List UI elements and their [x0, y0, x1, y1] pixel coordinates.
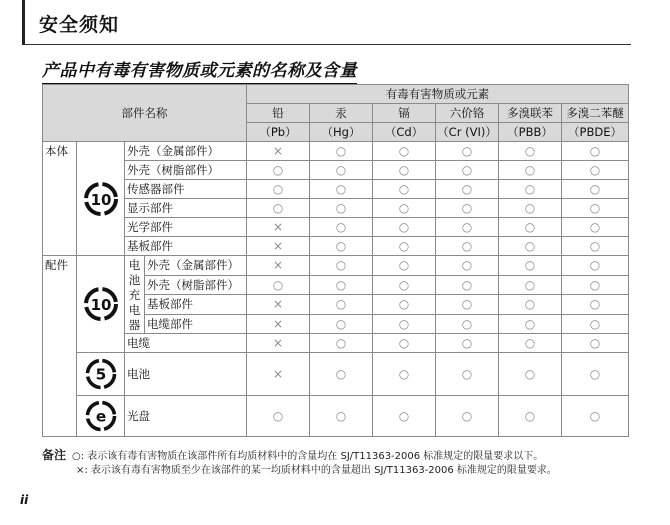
circle-mark: ○ — [373, 142, 436, 161]
circle-mark: ○ — [310, 256, 373, 276]
table-row — [43, 199, 629, 218]
part-name: 电缆 — [125, 334, 247, 353]
recycle-e-icon — [83, 398, 119, 434]
epup-10-icon — [81, 284, 121, 324]
circle-mark: ○ — [247, 180, 310, 199]
accessory-group — [43, 256, 629, 437]
circle-mark: ○ — [562, 199, 629, 218]
circle-mark: ○ — [310, 237, 373, 256]
substance-code-header: （Cd） — [373, 123, 436, 142]
circle-mark: ○ — [436, 180, 499, 199]
part-name: 外壳（金属部件） — [145, 256, 247, 276]
battery-charger-label: 电池充电器 — [125, 256, 145, 334]
circle-mark: ○ — [562, 334, 629, 353]
circle-mark: ○ — [310, 295, 373, 315]
substance-name-header: 六价铬 — [436, 104, 499, 123]
circle-mark: ○ — [373, 275, 436, 295]
epup-cell — [77, 256, 125, 353]
cross-mark: × — [247, 237, 310, 256]
group-label-accessory: 配件 — [43, 256, 77, 437]
substance-code-header: （PBB） — [499, 123, 562, 142]
table-row — [43, 256, 629, 276]
cross-mark: × — [247, 334, 310, 353]
table-row — [43, 396, 629, 437]
substances-header: 有毒有害物质或元素 — [247, 85, 629, 104]
group-label-body: 本体 — [43, 142, 77, 256]
hazardous-substances-table — [42, 84, 629, 437]
parts-header: 部件名称 — [43, 85, 247, 142]
epup-cell — [77, 353, 125, 396]
substance-code-header: （PBDE） — [562, 123, 629, 142]
cross-mark: × — [247, 142, 310, 161]
circle-mark: ○ — [562, 237, 629, 256]
circle-mark: ○ — [247, 199, 310, 218]
part-name: 光学部件 — [125, 218, 247, 237]
epup-cell — [77, 142, 125, 256]
epup-10-icon — [81, 179, 121, 219]
cross-mark: × — [247, 295, 310, 315]
circle-mark: ○ — [373, 334, 436, 353]
circle-mark: ○ — [562, 218, 629, 237]
circle-mark: ○ — [562, 161, 629, 180]
table-row — [43, 142, 629, 161]
substance-code-header: （Pb） — [247, 123, 310, 142]
svg-text:5: 5 — [95, 365, 106, 384]
part-name: 电池 — [125, 353, 247, 396]
section-subtitle: 产品中有毒有害物质或元素的名称及含量 — [42, 56, 357, 84]
substance-code-header: （Cr (VI)） — [436, 123, 499, 142]
circle-mark: ○ — [562, 275, 629, 295]
circle-mark: ○ — [373, 353, 436, 396]
epup-cell — [77, 396, 125, 437]
svg-text:10: 10 — [90, 190, 111, 209]
circle-mark: ○ — [373, 237, 436, 256]
part-name: 显示部件 — [125, 199, 247, 218]
epup-5-icon — [83, 356, 119, 392]
notes-label: 备注 — [42, 448, 67, 462]
substance-name-header: 铅 — [247, 104, 310, 123]
circle-mark: ○ — [436, 142, 499, 161]
circle-mark: ○ — [310, 142, 373, 161]
circle-mark: ○ — [499, 237, 562, 256]
part-name: 外壳（金属部件） — [125, 142, 247, 161]
part-name: 光盘 — [125, 396, 247, 437]
circle-mark: ○ — [499, 142, 562, 161]
substance-code-header: （Hg） — [310, 123, 373, 142]
circle-mark: ○ — [373, 218, 436, 237]
circle-mark: ○ — [562, 314, 629, 334]
circle-mark: ○ — [436, 334, 499, 353]
circle-mark: ○ — [562, 295, 629, 315]
circle-mark: ○ — [436, 295, 499, 315]
circle-mark: ○ — [436, 161, 499, 180]
circle-mark: ○ — [310, 161, 373, 180]
circle-mark: ○ — [310, 218, 373, 237]
circle-mark: ○ — [373, 396, 436, 437]
circle-mark: ○ — [436, 237, 499, 256]
circle-mark: ○ — [499, 314, 562, 334]
circle-mark: ○ — [499, 180, 562, 199]
circle-mark: ○ — [373, 256, 436, 276]
substance-name-header: 汞 — [310, 104, 373, 123]
cross-note-text: ×: 表示该有毒有害物质至少在该部件的某一均质材料中的含量超出 SJ/T11363-2006 标准规定的限量要求。 — [76, 465, 557, 476]
header-row-1 — [43, 85, 629, 104]
substance-name-header: 多溴二苯醚 — [562, 104, 629, 123]
circle-mark: ○ — [373, 161, 436, 180]
cross-mark: × — [247, 353, 310, 396]
table-row — [43, 353, 629, 396]
substance-name-header: 多溴联苯 — [499, 104, 562, 123]
cross-mark: × — [247, 256, 310, 276]
circle-mark: ○ — [436, 353, 499, 396]
circle-mark: ○ — [562, 353, 629, 396]
table-row — [43, 161, 629, 180]
cross-mark: × — [247, 314, 310, 334]
substance-name-header: 镉 — [373, 104, 436, 123]
circle-mark: ○ — [436, 275, 499, 295]
circle-mark: ○ — [499, 295, 562, 315]
cross-mark: × — [247, 218, 310, 237]
circle-mark: ○ — [373, 314, 436, 334]
circle-mark: ○ — [310, 275, 373, 295]
page-title: 安全须知 — [39, 14, 120, 36]
part-name: 基板部件 — [145, 295, 247, 315]
circle-mark: ○ — [373, 199, 436, 218]
circle-mark: ○ — [310, 353, 373, 396]
table-row — [43, 218, 629, 237]
svg-text:e: e — [95, 407, 106, 426]
circle-mark: ○ — [310, 314, 373, 334]
circle-mark: ○ — [562, 142, 629, 161]
part-name: 外壳（树脂部件） — [145, 275, 247, 295]
circle-mark: ○ — [310, 180, 373, 199]
note-cross — [76, 461, 557, 476]
circle-mark: ○ — [499, 161, 562, 180]
circle-mark: ○ — [373, 180, 436, 199]
table-row — [43, 334, 629, 353]
table-row — [43, 180, 629, 199]
circle-mark: ○ — [373, 295, 436, 315]
circle-mark: ○ — [436, 218, 499, 237]
part-name: 传感器部件 — [125, 180, 247, 199]
svg-text:10: 10 — [90, 296, 111, 314]
body-group — [43, 142, 629, 256]
circle-mark: ○ — [310, 334, 373, 353]
circle-mark: ○ — [436, 314, 499, 334]
circle-mark: ○ — [247, 161, 310, 180]
circle-mark: ○ — [562, 396, 629, 437]
part-name: 基板部件 — [125, 237, 247, 256]
circle-mark: ○ — [499, 256, 562, 276]
part-name: 外壳（树脂部件） — [125, 161, 247, 180]
circle-mark: ○ — [499, 334, 562, 353]
page-header — [22, 0, 631, 45]
table-row — [43, 237, 629, 256]
part-name: 电缆部件 — [145, 314, 247, 334]
circle-mark: ○ — [499, 275, 562, 295]
circle-mark: ○ — [436, 396, 499, 437]
circle-mark: ○ — [247, 275, 310, 295]
circle-mark: ○ — [436, 256, 499, 276]
page-number: ii — [20, 493, 29, 507]
circle-mark: ○ — [310, 396, 373, 437]
circle-mark: ○ — [436, 199, 499, 218]
circle-mark: ○ — [247, 396, 310, 437]
circle-mark: ○ — [310, 199, 373, 218]
circle-note-text: ○: 表示该有毒有害物质在该部件所有均质材料中的含量均在 SJ/T11363-2006 标准规定的限量要求以下。 — [72, 451, 544, 462]
circle-mark: ○ — [499, 396, 562, 437]
circle-mark: ○ — [499, 199, 562, 218]
circle-mark: ○ — [562, 256, 629, 276]
circle-mark: ○ — [499, 218, 562, 237]
circle-mark: ○ — [562, 180, 629, 199]
circle-mark: ○ — [499, 353, 562, 396]
